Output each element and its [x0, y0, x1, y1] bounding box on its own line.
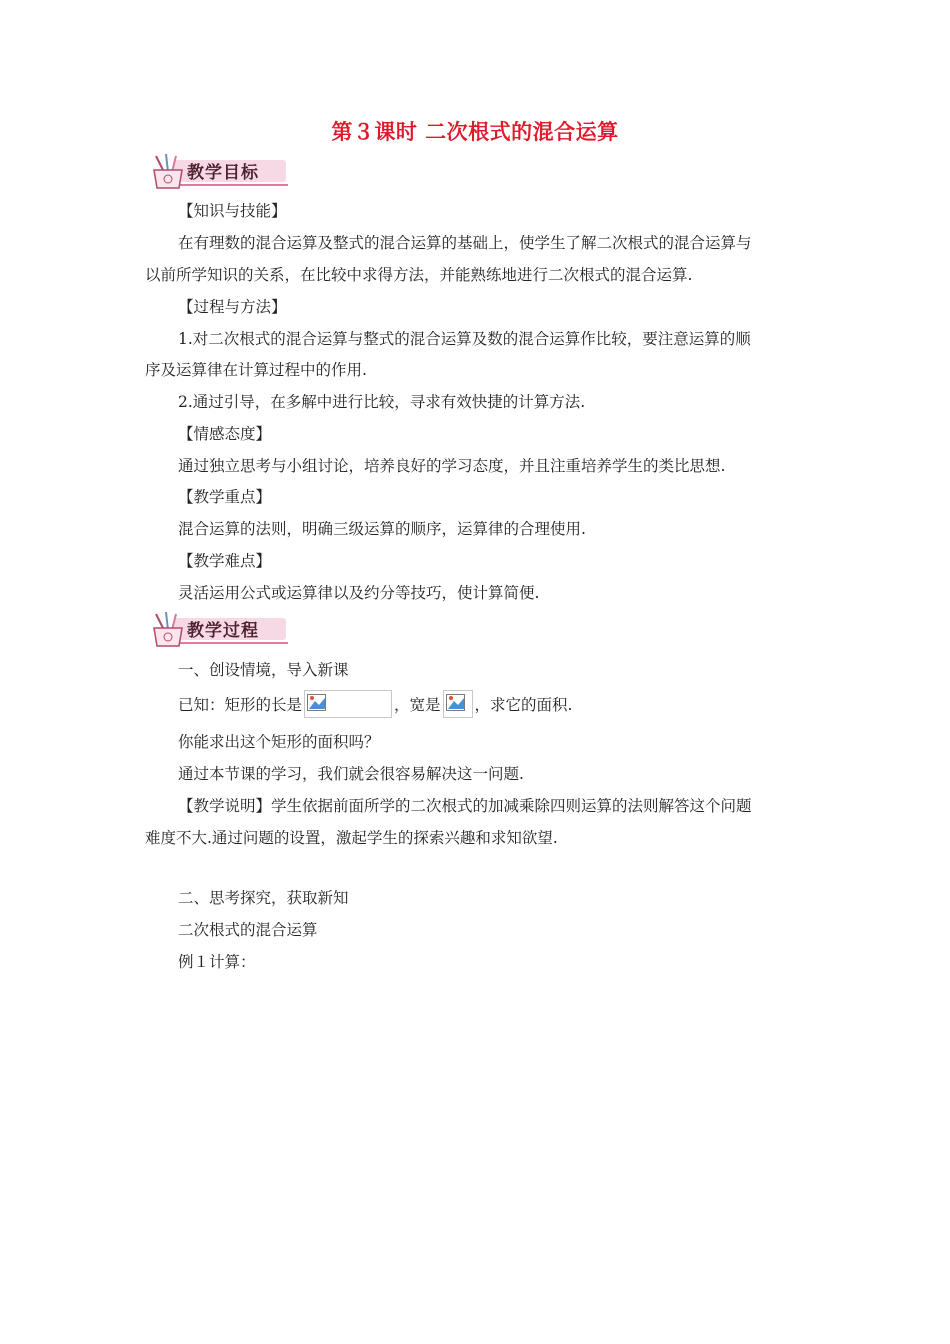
text-span: 已知：矩形的长是 — [178, 696, 303, 714]
paragraph-line: 二次根式的混合运算 — [178, 921, 318, 939]
text-span: ，宽是 — [394, 696, 441, 714]
teaching-note-line: 【教学说明】学生依据前面所学的二次根式的加减乘除四则运算的法则解答这个问题 — [178, 797, 752, 815]
paragraph-line: 1.对二次根式的混合运算与整式的混合运算及数的混合运算作比较，要注意运算的顺 — [178, 330, 751, 348]
paragraph-line: 灵活运用公式或运算律以及约分等技巧，使计算简便. — [178, 584, 540, 602]
page-title: 第３课时 二次根式的混合运算 — [331, 120, 619, 144]
text-span: ，求它的面积. — [474, 696, 573, 714]
section-badge-process — [144, 610, 290, 648]
step-heading: 二、思考探究，获取新知 — [178, 889, 349, 907]
heading-difficult: 【教学难点】 — [178, 552, 272, 570]
section-label: 教学目标 — [187, 163, 259, 183]
example-label: 例１计算： — [178, 953, 256, 971]
paragraph-line: 在有理数的混合运算及整式的混合运算的基础上，使学生了解二次根式的混合运算与 — [178, 234, 752, 252]
paragraph-line: 你能求出这个矩形的面积吗？ — [178, 733, 380, 751]
step-heading: 一、创设情境，导入新课 — [178, 661, 349, 679]
known-condition-line — [178, 694, 572, 718]
paragraph-line: 2.通过引导，在多解中进行比较，寻求有效快捷的计算方法. — [178, 393, 586, 411]
heading-key: 【教学重点】 — [178, 488, 272, 506]
paragraph-line: 通过独立思考与小组讨论，培养良好的学习态度，并且注重培养学生的类比思想. — [178, 457, 726, 475]
formula-image-placeholder — [443, 690, 473, 718]
heading-process: 【过程与方法】 — [178, 298, 287, 316]
paragraph-line: 混合运算的法则，明确三级运算的顺序，运算律的合理使用. — [178, 520, 586, 538]
broken-image-icon — [307, 694, 327, 712]
teaching-note-line: 难度不大.通过问题的设置，激起学生的探索兴趣和求知欲望. — [145, 829, 558, 847]
formula-image-placeholder — [304, 690, 392, 718]
section-badge-objectives — [144, 152, 290, 190]
section-label: 教学过程 — [187, 621, 259, 641]
paragraph-line: 通过本节课的学习，我们就会很容易解决这一问题. — [178, 765, 524, 783]
broken-image-icon — [446, 694, 466, 712]
heading-knowledge: 【知识与技能】 — [178, 202, 287, 220]
paragraph-line: 以前所学知识的关系，在比较中求得方法，并能熟练地进行二次根式的混合运算. — [145, 266, 693, 284]
heading-attitude: 【情感态度】 — [178, 425, 272, 443]
paragraph-line: 序及运算律在计算过程中的作用. — [145, 361, 367, 379]
